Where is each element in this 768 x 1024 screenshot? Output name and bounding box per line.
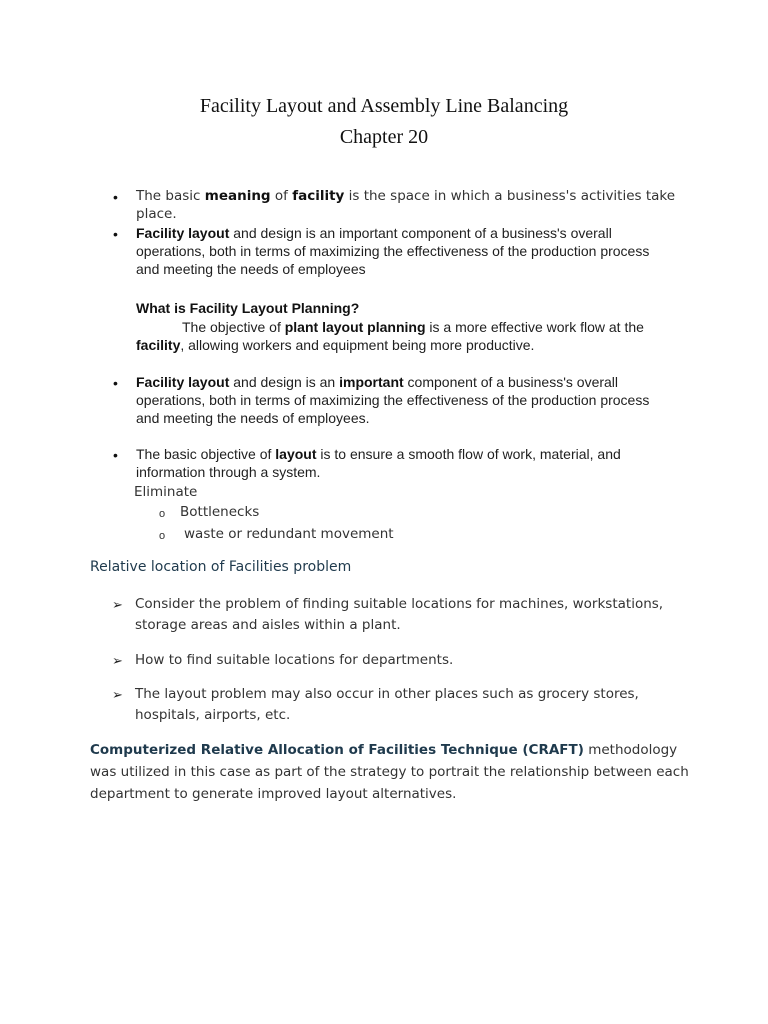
- bullet-item-facility-meaning: The basic meaning of facility is the space in which a business's activities take place.: [136, 188, 676, 222]
- arrow-bullet-icon: ➢: [112, 653, 123, 668]
- arrow-bullet-icon: ➢: [112, 687, 123, 702]
- sub-item-bottlenecks: Bottlenecks: [180, 504, 260, 520]
- bullet-icon: •: [113, 189, 118, 205]
- bullet-icon: •: [113, 447, 118, 463]
- bullet-item-important-component: Facility layout and design is an important component of a business's overall operations, both in terms of maximizing the effectiveness of the production process and meeting the needs of employees.: [136, 374, 650, 426]
- chapter-subtitle: Chapter 20: [339, 126, 429, 148]
- section-heading-facility-layout-planning: What is Facility Layout Planning?: [136, 300, 360, 316]
- arrow-bullet-icon: ➢: [112, 597, 123, 612]
- arrow-item-departments: How to find suitable locations for departments.: [135, 652, 454, 668]
- sub-item-waste: waste or redundant movement: [184, 526, 394, 542]
- bullet-icon: •: [113, 375, 118, 391]
- arrow-item-other-places: The layout problem may also occur in other places such as grocery stores, hospitals, airports, etc.: [135, 686, 639, 723]
- document-title: Facility Layout and Assembly Line Balancing: [199, 95, 569, 117]
- craft-paragraph: Computerized Relative Allocation of Facilities Technique (CRAFT) methodology was utilized in this case as part of the strategy to portrait the relationship between each department to generate improved layout alternatives.: [90, 742, 689, 802]
- eliminate-label: Eliminate: [134, 484, 198, 500]
- arrow-item-suitable-locations: Consider the problem of finding suitable locations for machines, workstations, storage areas and aisles within a plant.: [135, 596, 664, 633]
- sub-bullet-icon: o: [159, 508, 166, 520]
- facility-layout-planning-paragraph: The objective of plant layout planning is a more effective work flow at the facility, allowing workers and equipment being more productive.: [136, 319, 644, 353]
- bullet-item-facility-layout: Facility layout and design is an important component of a business's overall operations, both in terms of maximizing the effectiveness of the production process and meeting the needs of employees: [136, 225, 650, 277]
- bullet-icon: •: [113, 226, 118, 242]
- section-heading-relative-location: Relative location of Facilities problem: [90, 559, 352, 575]
- sub-bullet-icon: o: [159, 530, 166, 542]
- bullet-item-layout-objective: The basic objective of layout is to ensure a smooth flow of work, material, and information through a system.: [136, 446, 621, 480]
